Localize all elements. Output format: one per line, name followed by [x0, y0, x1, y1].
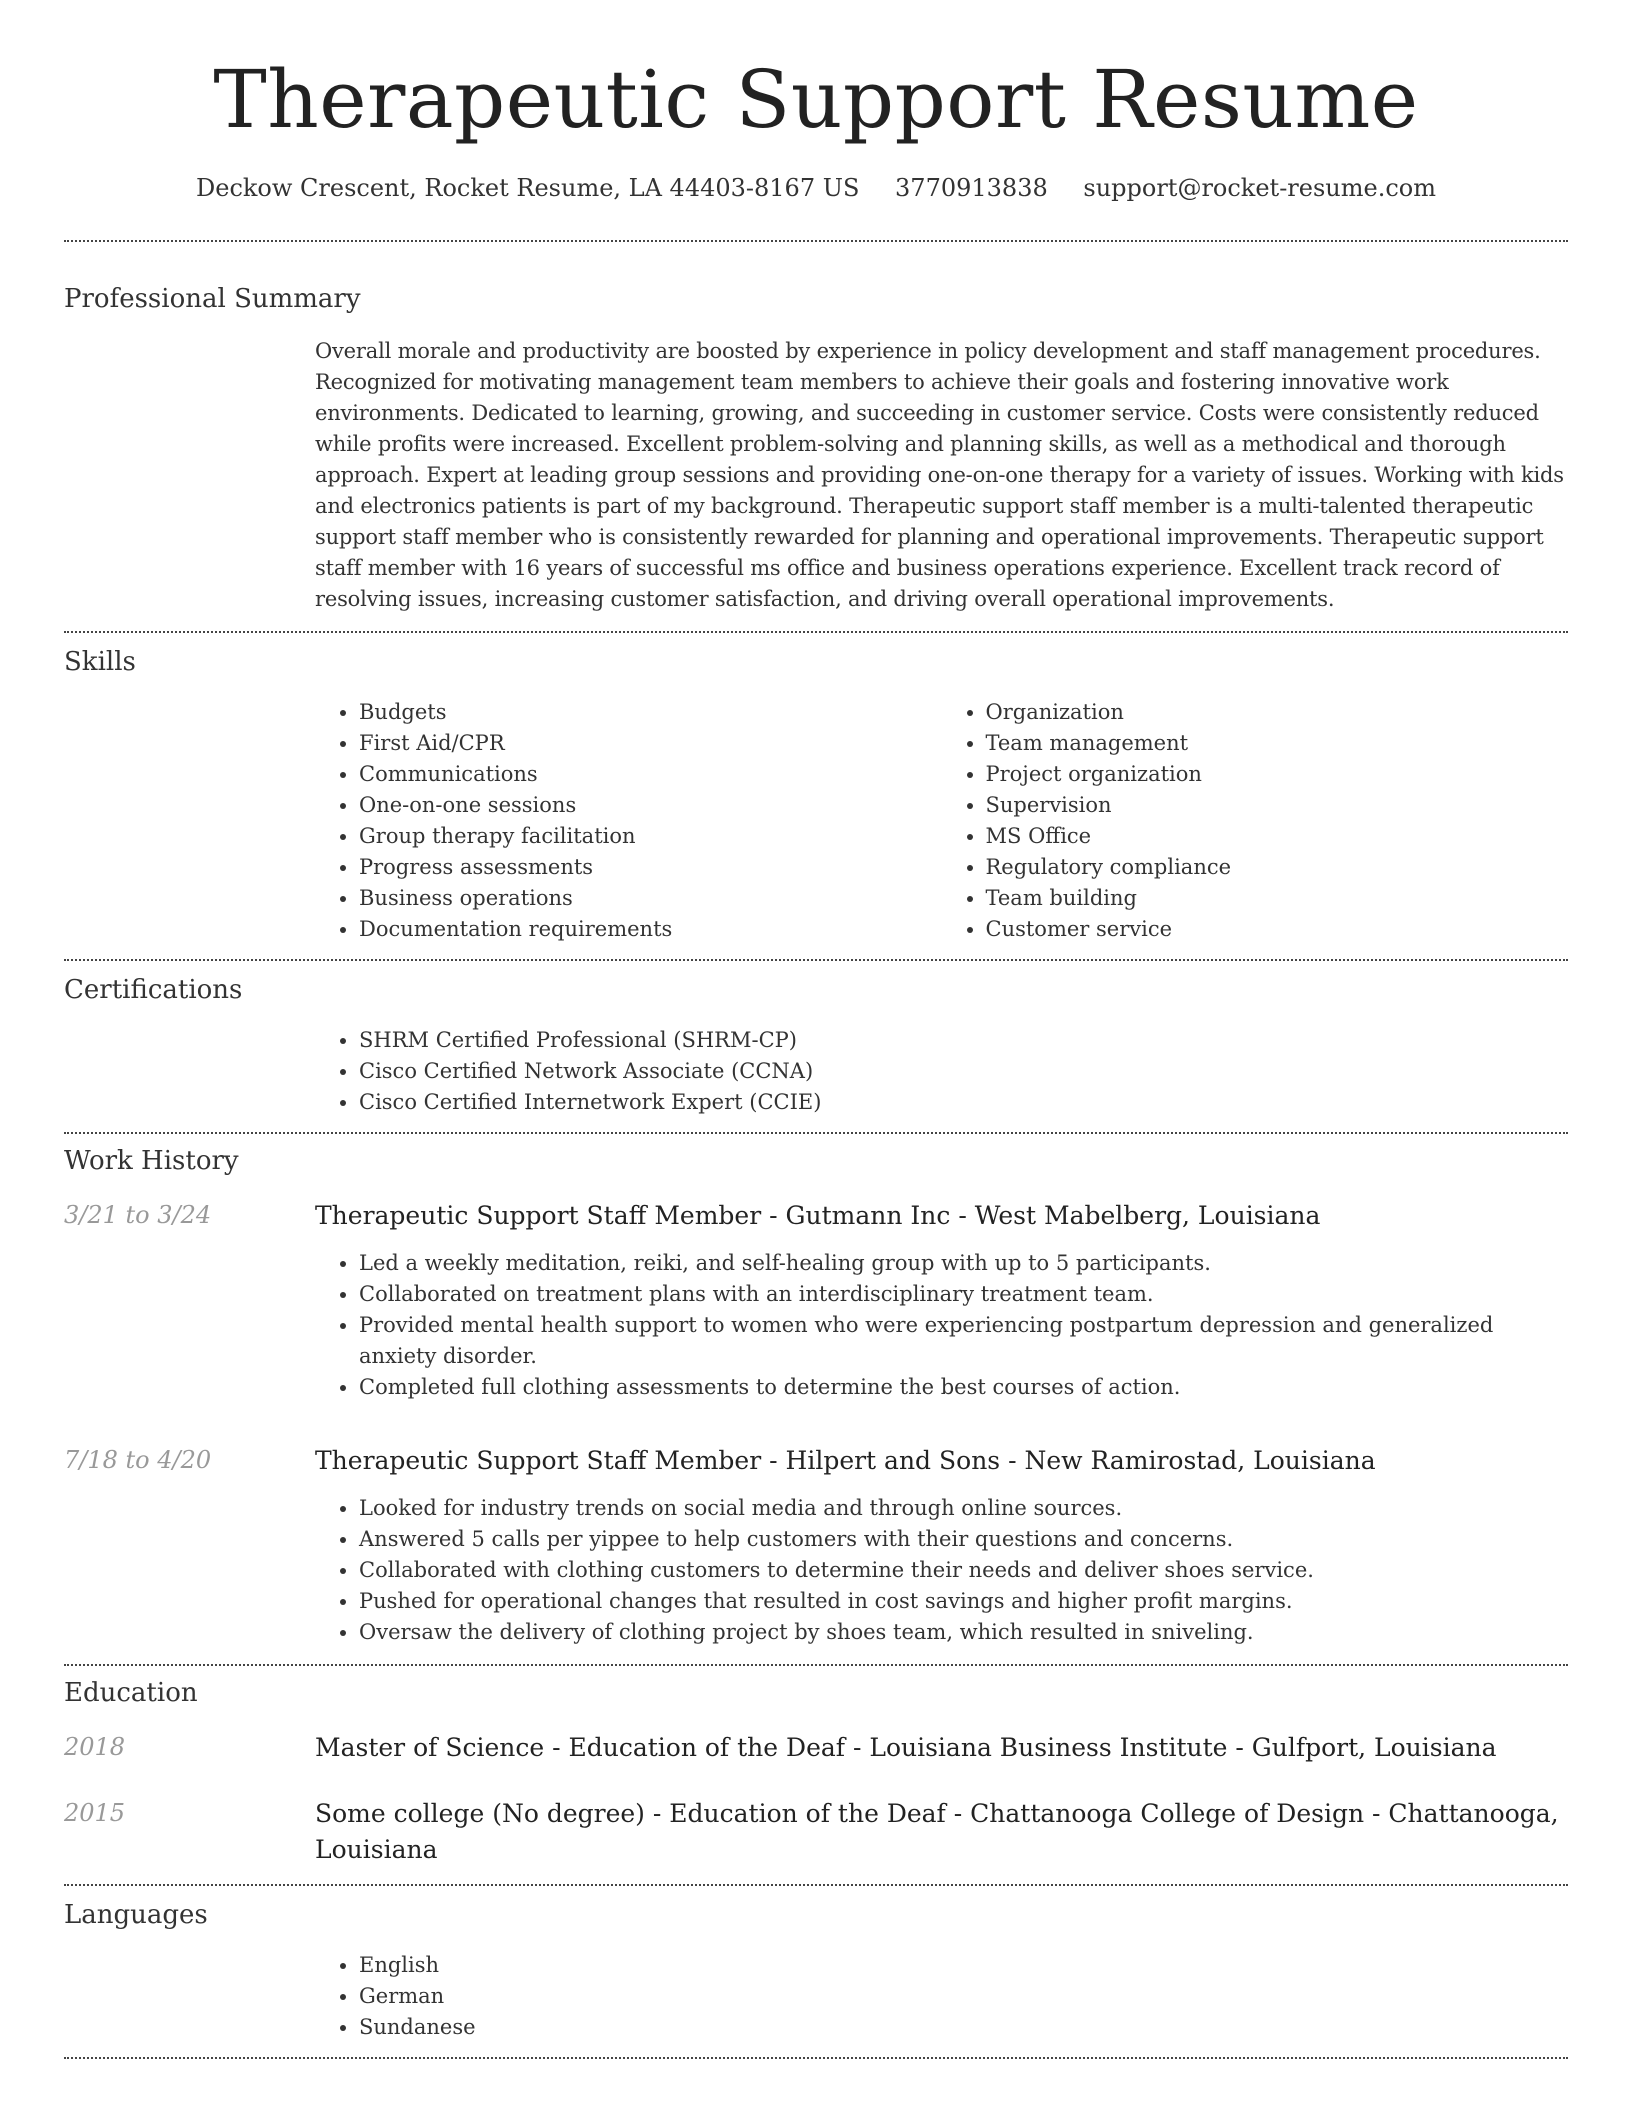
skill-item: • Group therapy facilitation [359, 821, 942, 852]
skills-list-left [315, 697, 942, 945]
skill-item: • Customer service [986, 914, 1569, 945]
resume-name: Therapeutic Support Resume [213, 53, 1419, 146]
skill-item: • Budgets [359, 697, 942, 728]
work-section [64, 1134, 1568, 1664]
job-bullet: • Provided mental health support to women who were experiencing postpartum depression and generalized anxiety disorder. [359, 1310, 1568, 1372]
languages-section [64, 1886, 1568, 2057]
skills-heading: Skills [64, 647, 136, 677]
contact-address: Deckow Crescent, Rocket Resume, LA 44403-8167 US [196, 174, 860, 202]
summary-text: Overall morale and productivity are boosted by experience in policy development and staff management procedures. Recognized for motivating management team members to achieve their goals and fostering innovative work environments. Dedicated to learning, growing, and succeeding in customer service. Costs were consistently reduced while profits were increased. Excellent problem-solving and planning skills, as well as a methodical and thorough approach. Expert at leading group sessions and providing one-on-one therapy for a variety of issues. Working with kids and electronics patients is part of my background. Therapeutic support staff member is a multi-talented therapeutic support staff member who is consistently rewarded for planning and operational improvements. Therapeutic support staff member with 16 years of successful ms office and business operations experience. Excellent track record of resolving issues, increasing customer satisfaction, and driving overall operational improvements. [315, 339, 1564, 611]
skill-item: • Progress assessments [359, 852, 942, 883]
skill-item: • Team building [986, 883, 1569, 914]
certifications-list [315, 1025, 1568, 1118]
certifications-heading: Certifications [64, 975, 243, 1005]
job-bullets [315, 1248, 1568, 1403]
contact-line [64, 172, 1568, 204]
job-bullets [315, 1493, 1568, 1648]
job-bullet: • Looked for industry trends on social media and through online sources. [359, 1493, 1568, 1524]
job-dates: 7/18 to 4/20 [64, 1446, 212, 1474]
summary-heading: Professional Summary [64, 284, 361, 314]
work-heading: Work History [64, 1146, 239, 1176]
skill-item: • Communications [359, 759, 942, 790]
contact-phone: 3770913838 [895, 174, 1048, 202]
job-title: Therapeutic Support Staff Member - Gutmann Inc - West Mabelberg, Louisiana [315, 1201, 1321, 1230]
job-bullet: • Led a weekly meditation, reiki, and self-healing group with up to 5 participants. [359, 1248, 1568, 1279]
skill-item: • MS Office [986, 821, 1569, 852]
language-item: • English [359, 1950, 1568, 1981]
job-bullet: • Oversaw the delivery of clothing project by shoes team, which resulted in sniveling. [359, 1617, 1568, 1648]
skill-item: • Organization [986, 697, 1569, 728]
education-section [64, 1666, 1568, 1884]
job-bullet: • Collaborated with clothing customers to determine their needs and deliver shoes service. [359, 1555, 1568, 1586]
certification-item: • Cisco Certified Internetwork Expert (CCIE) [359, 1087, 1568, 1118]
education-year: 2018 [64, 1733, 126, 1761]
skill-item: • Business operations [359, 883, 942, 914]
certifications-section [64, 961, 1568, 1132]
languages-heading: Languages [64, 1900, 208, 1930]
job-bullet: • Collaborated on treatment plans with an interdisciplinary treatment team. [359, 1279, 1568, 1310]
summary-section [64, 242, 1568, 631]
education-entry [64, 1796, 1568, 1868]
job-entry [64, 1198, 1568, 1234]
languages-list [315, 1950, 1568, 2043]
education-title: Some college (No degree) - Education of the Deaf - Chattanooga College of Design - Chattanooga, Louisiana [315, 1799, 1559, 1864]
skill-item: • First Aid/CPR [359, 728, 942, 759]
certification-item: • Cisco Certified Network Associate (CCNA) [359, 1056, 1568, 1087]
job-bullet: • Answered 5 calls per yippee to help customers with their questions and concerns. [359, 1524, 1568, 1555]
skill-item: • Team management [986, 728, 1569, 759]
contact-email: support@rocket-resume.com [1083, 174, 1436, 202]
skill-item: • Supervision [986, 790, 1569, 821]
education-year: 2015 [64, 1799, 126, 1827]
job-dates: 3/21 to 3/24 [64, 1201, 212, 1229]
education-heading: Education [64, 1678, 198, 1708]
divider [64, 2057, 1568, 2059]
skills-grid [315, 697, 1568, 945]
education-title: Master of Science - Education of the Deaf - Louisiana Business Institute - Gulfport, Louisiana [315, 1733, 1497, 1762]
language-item: • German [359, 1981, 1568, 2012]
certification-item: • SHRM Certified Professional (SHRM-CP) [359, 1025, 1568, 1056]
job-bullet: • Pushed for operational changes that resulted in cost savings and higher profit margins. [359, 1586, 1568, 1617]
education-entry [64, 1730, 1568, 1766]
skill-item: • Documentation requirements [359, 914, 942, 945]
language-item: • Sundanese [359, 2012, 1568, 2043]
job-entry [64, 1443, 1568, 1479]
job-bullet: • Completed full clothing assessments to determine the best courses of action. [359, 1372, 1568, 1403]
skills-section [64, 633, 1568, 959]
job-title: Therapeutic Support Staff Member - Hilpert and Sons - New Ramirostad, Louisiana [315, 1446, 1376, 1475]
skill-item: • One-on-one sessions [359, 790, 942, 821]
skills-list-right [942, 697, 1569, 945]
skill-item: • Regulatory compliance [986, 852, 1569, 883]
skill-item: • Project organization [986, 759, 1569, 790]
